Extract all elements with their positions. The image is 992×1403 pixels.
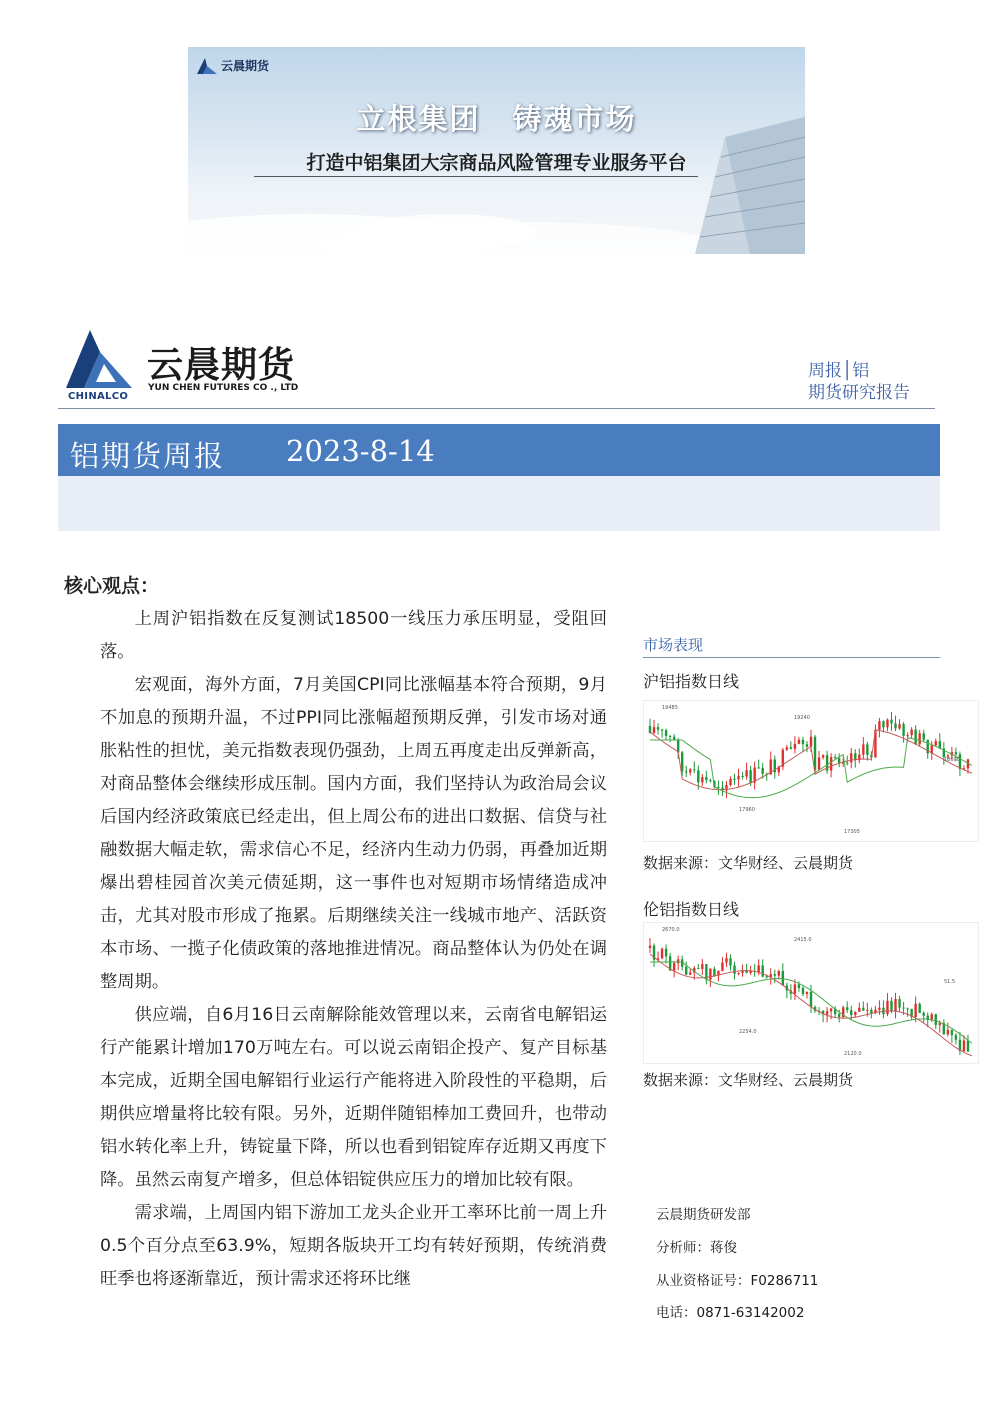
candle: [745, 763, 747, 780]
candle: [830, 1008, 832, 1019]
candle: [661, 948, 663, 960]
candle: [741, 772, 743, 780]
candle: [701, 774, 703, 786]
chinalco-label: CHINALCO: [68, 391, 129, 402]
candle: [963, 765, 965, 769]
candle: [729, 954, 731, 970]
candle: [862, 1001, 864, 1010]
candle: [923, 1011, 925, 1023]
candle: [878, 1000, 880, 1015]
company-name-cn: 云晨期货: [147, 345, 296, 386]
candle: [902, 722, 904, 743]
core-heading: 核心观点：: [64, 575, 160, 597]
candle: [649, 719, 651, 734]
candle: [653, 944, 655, 967]
candle: [862, 737, 864, 759]
banner-logo: [197, 57, 269, 74]
candle: [802, 737, 804, 752]
chart-label: 18600: [944, 757, 960, 763]
candle: [842, 1006, 844, 1019]
candle: [955, 1033, 957, 1044]
candle: [786, 745, 788, 751]
paragraph-3: 供应端，自6月16日云南解除能效管理以来，云南省电解铝运行产能累计增加170万吨左右。可以说云南铝企投产、复产目标基本完成，近期全国电解铝行业运行产能将进入阶段性的平稳期，后期供应增量将比较有限。另外，近期伴随铝棒加工费回升，也带动铝水转化率上升，铸锭量下降，所以也看到铝锭库存近期又再度下降。虽然云南复产增多，但总体铝锭供应压力的增加比较有限。: [100, 1005, 607, 1190]
candle: [717, 971, 719, 982]
candle: [818, 751, 820, 770]
chart1-image: [643, 700, 979, 842]
candle: [923, 730, 925, 742]
candle: [733, 962, 735, 980]
candle: [854, 749, 856, 767]
banner-slogan: [188, 97, 805, 138]
chart2-image: [643, 922, 979, 1064]
candle: [858, 1003, 860, 1012]
candle: [757, 760, 759, 769]
candle: [762, 959, 764, 977]
candle: [689, 768, 691, 775]
candle: [959, 1032, 961, 1055]
banner-subtitle: 打造中铝集团大宗商品风险管理专业服务平台: [306, 152, 687, 174]
candle: [774, 756, 776, 779]
company-logo-icon: [66, 330, 134, 392]
candle: [906, 1007, 908, 1016]
candle: [745, 964, 747, 973]
candle: [967, 1035, 969, 1052]
candle: [705, 964, 707, 984]
candle: [786, 983, 788, 999]
candle: [721, 781, 723, 796]
candle: [939, 733, 941, 749]
candle: [737, 769, 739, 787]
candle: [665, 729, 667, 740]
candle: [713, 967, 715, 977]
candle: [729, 776, 731, 786]
chart2-svg: [644, 923, 978, 1063]
candle: [794, 736, 796, 753]
candle: [721, 957, 723, 971]
title-subbar: [58, 476, 940, 531]
candle: [810, 985, 812, 1013]
paragraph-2: 宏观面，海外方面，7月美国CPI同比涨幅基本符合预期，9月不加息的预期升温，不过PPI同比涨幅超预期反弹，引发市场对通胀粘性的担忧，美元指数表现仍强劲，上周五再度走出反弹新高，对商品整体会继续形成压制。国内方面，我们坚持认为政治局会议后国内经济政策底已经走出，但上周公布的进出口数据、信贷与社融数据大幅走软，需求信心不足，经济内生动力仍弱，再叠加近期爆出碧桂园首次美元债延期，这一事件也对短期市场情绪造成冲击，尤其对股市形成了拖累。后期继续关注一线城市地产、活跃资本市场、一揽子化债政策的落地推进情况。商品整体认为仍处在调整周期。: [100, 675, 607, 992]
candle: [673, 734, 675, 740]
candle: [838, 753, 840, 767]
candle: [822, 754, 824, 759]
chart-label: 2254.0: [739, 1029, 757, 1035]
candle: [918, 1002, 920, 1013]
company-logo-icon: [197, 58, 217, 74]
report-category: 期货研究报告: [808, 383, 910, 403]
chart1-source: 数据来源：文华财经、云晨期货: [643, 854, 854, 872]
candle: [834, 754, 836, 759]
candle: [846, 1001, 848, 1013]
candle: [910, 1009, 912, 1021]
chart-label: 17305: [844, 829, 860, 835]
chart1-svg: [644, 701, 978, 841]
candle: [725, 953, 727, 967]
chart2-source: 数据来源：文华财经、云晨期货: [643, 1071, 854, 1089]
candle: [894, 993, 896, 1019]
candle: [806, 991, 808, 998]
candle: [798, 737, 800, 744]
candle: [886, 993, 888, 1016]
candle: [753, 964, 755, 977]
candle: [890, 712, 892, 731]
slogan-left: 立根集团: [356, 102, 481, 136]
chart-label: 19240: [794, 715, 810, 721]
candle: [943, 1019, 945, 1035]
candle: [886, 718, 888, 731]
candle: [677, 955, 679, 970]
company-name-en: YUN CHEN FUTURES CO ., LTD: [148, 383, 299, 393]
candle: [705, 771, 707, 784]
candle: [753, 761, 755, 789]
candle: [826, 751, 828, 774]
candle: [778, 970, 780, 980]
candle: [733, 774, 735, 785]
candle: [935, 738, 937, 746]
candle: [790, 741, 792, 749]
candle: [693, 761, 695, 773]
candle: [947, 1023, 949, 1037]
chart1-title: 沪铝指数日线: [643, 672, 740, 691]
title-bar: [58, 424, 940, 476]
candle: [882, 1000, 884, 1018]
candle: [685, 961, 687, 975]
chart-label: 2415.0: [794, 937, 812, 943]
report-title: 铝期货周报: [70, 439, 226, 473]
report-type: 周报│铝: [808, 361, 870, 381]
candle: [673, 961, 675, 977]
candle: [774, 970, 776, 983]
banner-underline: [254, 176, 698, 177]
candle: [866, 742, 868, 761]
candle: [717, 780, 719, 794]
candle: [709, 778, 711, 782]
contact-dept: 云晨期货研发部: [656, 1207, 751, 1223]
contact-phone: 电话：0871-63142002: [656, 1305, 805, 1321]
candle: [931, 1013, 933, 1023]
candle: [701, 959, 703, 975]
candle: [766, 772, 768, 780]
contact-analyst: 分析师：蒋俊: [656, 1240, 737, 1256]
candle: [782, 963, 784, 985]
candle: [850, 748, 852, 768]
candle: [689, 969, 691, 975]
section-divider: [643, 657, 940, 658]
candle: [665, 945, 667, 964]
candle: [782, 748, 784, 770]
candle: [709, 968, 711, 987]
candle: [914, 725, 916, 744]
candle: [910, 727, 912, 738]
paragraph-1: 上周沪铝指数在反复测试18500一线压力承压明显，受阻回落。: [100, 609, 607, 662]
candle: [802, 985, 804, 996]
chart-label: 19485: [662, 705, 678, 711]
report-date: 2023-8-14: [286, 434, 435, 468]
chart-label: 51.5: [944, 979, 956, 985]
banner-logo-text: 云晨期货: [221, 59, 270, 73]
contact-license: 从业资格证号：F0286711: [656, 1273, 819, 1289]
paragraph-4: 需求端，上周国内铝下游加工龙头企业开工率环比前一周上升0.5个百分点至63.9%，短期各版块开工均有转好预期，传统消费旺季也将逐渐靠近，预计需求还将环比继: [100, 1203, 607, 1289]
chart-label: 17960: [739, 807, 755, 813]
candle: [806, 741, 808, 752]
candle: [898, 996, 900, 1013]
header-divider: [58, 408, 935, 409]
candle: [661, 729, 663, 738]
candle: [669, 735, 671, 742]
candle: [858, 748, 860, 763]
candle: [878, 718, 880, 737]
chart-label: 2670.0: [662, 927, 680, 933]
candle: [918, 730, 920, 746]
candle: [685, 766, 687, 777]
market-section-title: 市场表现: [643, 636, 704, 654]
candle: [657, 723, 659, 735]
candle: [951, 1030, 953, 1043]
candle: [822, 1010, 824, 1022]
top-banner: [188, 47, 805, 254]
candle: [653, 720, 655, 734]
candle: [697, 964, 699, 969]
main-body: [100, 603, 607, 1296]
candle: [830, 753, 832, 777]
candle: [894, 716, 896, 732]
candle: [898, 719, 900, 730]
chart-label: 2120.0: [844, 1051, 862, 1057]
candle: [882, 720, 884, 732]
candle: [737, 972, 739, 975]
slogan-right: 铸魂市场: [512, 102, 637, 136]
candle: [649, 938, 651, 953]
candle: [959, 752, 961, 777]
chart2-title: 伦铝指数日线: [643, 900, 740, 919]
